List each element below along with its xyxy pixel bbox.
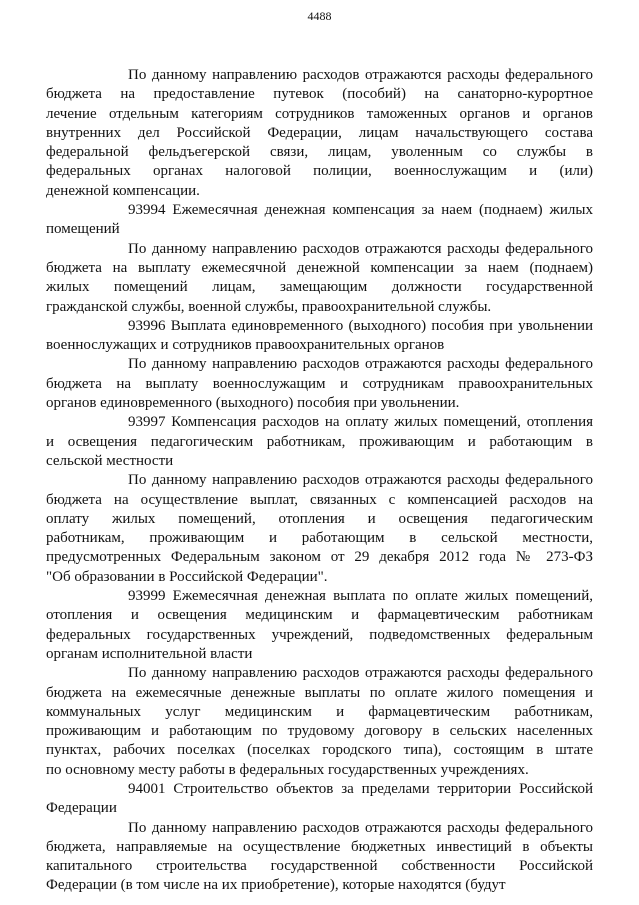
paragraph [46,201,593,240]
paragraph-line: лечение отдельным категориям сотрудников таможенных органов и органов [46,105,593,122]
paragraph-line: По данному направлению расходов отражаются расходы федерального [128,240,593,257]
paragraph-line: капитального строительства государственной собственности Российской [46,858,593,875]
paragraph-line: пунктах, рабочих поселках (поселках городского типа), состоящим в штате [46,742,593,759]
paragraph-line: жилых помещений лицам, замещающим должности государственной [46,279,593,296]
paragraph-line: бюджета, направляемые на осуществление бюджетных инвестиций в объекты [46,838,593,855]
paragraph-line: федеральных органах налоговой полиции, военнослужащим и (или) [46,163,593,180]
paragraph-line: "Об образовании в Российской Федерации". [46,568,328,585]
paragraph-line: проживающим и работающим по трудовому договору в сельских населенных [46,723,593,740]
paragraph-line: 93994 Ежемесячная денежная компенсация за наем (поднаем) жилых [128,202,593,219]
paragraph [46,819,593,896]
paragraph [46,66,593,201]
paragraph-line: помещений [46,221,120,238]
paragraph-line: денежной компенсации. [46,182,200,199]
paragraph-line: 93999 Ежемесячная денежная выплата по оплате жилых помещений, [128,588,593,605]
paragraph-line: бюджета на осуществление выплат, связанных с компенсацией расходов на [46,491,593,508]
paragraph [46,471,593,587]
document-body [46,66,593,896]
paragraph-line: гражданской службы, военной службы, правоохранительной службы. [46,298,492,315]
paragraph-line: Федерации [46,800,117,817]
paragraph [46,240,593,317]
paragraph-line: По данному направлению расходов отражаются расходы федерального [128,356,593,373]
paragraph-line: военнослужащих и сотрудников правоохранительных органов [46,337,445,354]
paragraph [46,317,593,356]
paragraph-line: По данному направлению расходов отражаются расходы федерального [128,472,593,489]
paragraph-line: и освещения педагогическим работникам, проживающим и работающим в [46,433,593,450]
paragraph-line: органов единовременного (выходного) пособия при увольнении. [46,395,460,412]
paragraph-line: оплату жилых помещений, отопления и освещения педагогическим [46,510,593,527]
paragraph-line: бюджета на ежемесячные денежные выплаты по оплате жилого помещения и [46,684,593,701]
paragraph-line: федеральной фельдъегерской связи, лицам, уволенным со службы в [46,144,593,161]
paragraph-line: Федерации (в том числе на их приобретение), которые находятся (будут [46,877,506,894]
paragraph-line: коммунальных услуг медицинским и фармацевтическим работникам, [46,703,593,720]
paragraph [46,780,593,819]
paragraph-line: федеральных государственных учреждений, подведомственных федеральным [46,626,593,643]
paragraph [46,413,593,471]
paragraph-line: предусмотренных Федеральным законом от 29 декабря 2012 года № 273-ФЗ [46,549,593,566]
paragraph-line: органам исполнительной власти [46,645,253,662]
paragraph-line: бюджета на выплату военнослужащим и сотрудникам правоохранительных [46,375,593,392]
paragraph-line: По данному направлению расходов отражаются расходы федерального [128,665,593,682]
paragraph-line: бюджета на выплату ежемесячной денежной компенсации за наем (поднаем) [46,259,593,276]
paragraph-line: По данному направлению расходов отражаются расходы федерального [128,67,593,83]
paragraph-line: сельской местности [46,452,174,469]
paragraph-line: отопления и освещения медицинским и фармацевтическим работникам [46,607,593,624]
paragraph-line: внутренних дел Российской Федерации, лицам начальствующего состава [46,124,593,141]
paragraph-line: по основному месту работы в федеральных государственных учреждениях. [46,761,529,778]
paragraph-line: По данному направлению расходов отражаются расходы федерального [128,819,593,836]
paragraph-line: 93997 Компенсация расходов на оплату жилых помещений, отопления [128,414,593,431]
paragraph-line: 93996 Выплата единовременного (выходного) пособия при увольнении [128,317,593,334]
paragraph [46,587,593,664]
paragraph-line: бюджета на предоставление путевок (пособий) на санаторно-курортное [46,86,593,103]
paragraph-line: 94001 Строительство объектов за пределами территории Российской [128,780,593,797]
paragraph [46,664,593,780]
page-number: 4488 [307,9,332,23]
paragraph [46,355,593,413]
paragraph-line: работникам, проживающим и работающим в сельской местности, [46,530,593,547]
